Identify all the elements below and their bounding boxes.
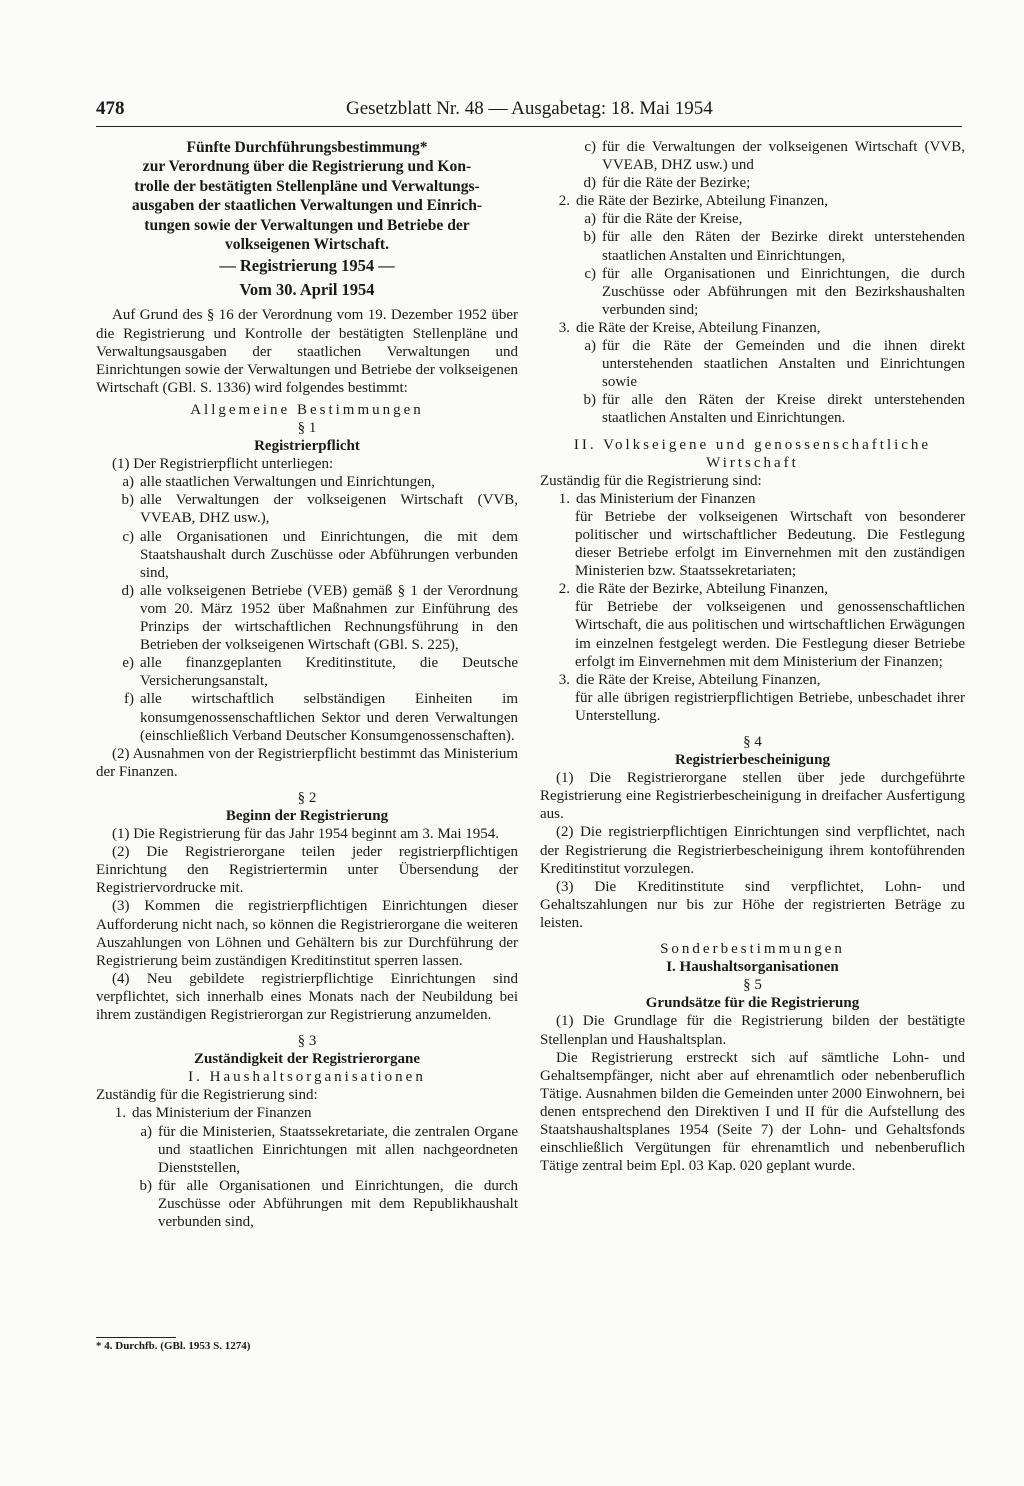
paragraph: (3) Die Kreditinstitute sind verpflichtet, Lohn- und Gehaltszahlungen nur bis zur Höhe der registrierten Beträge zu leisten. — [540, 878, 965, 931]
list-item: 3. die Räte der Kreise, Abteilung Finanzen, — [558, 319, 821, 336]
part-heading: Allgemeine Bestimmungen — [190, 401, 424, 418]
list-item: 1. das Ministerium der Finanzen — [558, 490, 756, 507]
list-item: c) alle Organisationen und Einrichtungen, die mit dem Staatshaushalt durch Zuschüsse oder Abführungen verbunden sind, — [122, 528, 518, 581]
right-column — [540, 138, 965, 1175]
list-subitem: a) für die Räte der Kreise, — [584, 211, 743, 228]
list-subitem: b) für alle Organisationen und Einrichtungen, die durch Zuschüsse oder Abführungen mit dem Republikhaushalt verbunden sind, — [139, 1177, 518, 1231]
paragraph: Zuständig für die Registrierung sind: — [96, 1087, 318, 1104]
footnote: * 4. Durchfb. (GBl. 1953 S. 1274) — [96, 1340, 251, 1352]
list-subitem: b) für alle den Räten der Bezirke direkt unterstehenden staatlichen Anstalten und Einrichtungen, — [583, 229, 965, 264]
header-rule — [96, 126, 962, 127]
title-line: zur Verordnung über die Registrierung und Kon- — [142, 158, 472, 176]
list-subitem: d) für die Räte der Bezirke; — [583, 175, 751, 192]
list-item: 2. die Räte der Bezirke, Abteilung Finanzen, — [558, 581, 829, 598]
part-heading: II. Volkseigene und genossenschaftliche Wirtschaft — [573, 436, 932, 471]
list-subitem: b) für alle den Räten der Kreise direkt unterstehenden staatlichen Anstalten und Einrichtungen. — [583, 392, 965, 427]
paragraph: (1) Die Registrierorgane stellen über jede durchgeführte Registrierung eine Registrierbescheinigung in dreifacher Ausfertigung aus. — [540, 770, 965, 823]
list-subitem: a) für die Räte der Gemeinden und die ihnen direkt unterstehenden staatlichen Anstalten und Einrichtungen sowie — [584, 338, 965, 391]
subpart-heading: I. Haushaltsorganisationen — [666, 959, 839, 976]
preamble: Auf Grund des § 16 der Verordnung vom 19. Dezember 1952 über die Registrierung und Kontrolle der bestätigten Stellenpläne und Verwaltungsausgaben der staatlichen Verwaltungen und Einrichtungen sowie der Verwaltungen und Betriebe der volkseigenen Wirtschaft (GBl. S. 1336) wird folgendes bestimmt: — [96, 307, 518, 396]
list-item: e) alle finanzgeplanten Kreditinstitute, die Deutsche Versicherungsanstalt, — [122, 655, 518, 690]
section-heading: Grundsätze für die Registrierung — [645, 995, 860, 1012]
footnote-rule — [96, 1337, 176, 1338]
document-date: Vom 30. April 1954 — [239, 280, 375, 300]
paragraph: (1) Die Registrierung für das Jahr 1954 beginnt am 3. Mai 1954. — [112, 826, 500, 843]
section-heading: Beginn der Registrierung — [225, 807, 389, 824]
list-item: 2. die Räte der Bezirke, Abteilung Finanzen, — [558, 193, 829, 210]
list-item: 1. das Ministerium der Finanzen — [114, 1105, 312, 1122]
section-heading: Registrierpflicht — [254, 438, 360, 455]
gazette-title: Gesetzblatt Nr. 48 — Ausgabetag: 18. Mai 1954 — [346, 98, 713, 119]
page-number: 478 — [96, 98, 125, 119]
list-item: d) alle volkseigenen Betriebe (VEB) gemäß § 1 der Verordnung vom 20. März 1952 über Maßnahmen zur Einführung des Prinzips der wirtschaftlichen Rechnungsführung in den Betrieben der volkseigenen Wirtschaft (GBl. S. 225), — [121, 582, 518, 654]
part-heading: Sonderbestimmungen — [660, 941, 845, 958]
subtitle: — Registrierung 1954 — — [219, 256, 395, 276]
paragraph: (2) Die Registrierorgane teilen jeder registrierpflichtigen Einrichtung den Registriertermin unter Übersendung der Registriervordrucke mit. — [96, 844, 518, 897]
section-number: § 2 — [297, 789, 317, 806]
list-subitem: a) für die Ministerien, Staatssekretariate, die zentralen Organe und staatlichen Einrichtungen mit allen nachgeordneten Dienststellen, — [140, 1123, 518, 1176]
list-item-body: für alle übrigen registrierpflichtigen Betriebe, unbeschadet ihrer Unterstellung. — [575, 689, 965, 724]
section-number: § 1 — [297, 420, 317, 436]
list-item: a) alle staatlichen Verwaltungen und Einrichtungen, — [122, 474, 436, 491]
paragraph: (1) Die Grundlage für die Registrierung bilden der bestätigte Stellenplan und Haushaltsplan. — [540, 1013, 965, 1048]
part-heading: I. Haushaltsorganisationen — [188, 1069, 426, 1086]
title-line: trolle der bestätigten Stellenpläne und Verwaltungs- — [134, 177, 480, 195]
section-number: § 3 — [297, 1033, 317, 1050]
section-number: § 4 — [743, 734, 762, 750]
document-title — [96, 138, 518, 254]
paragraph: (1) Der Registrierpflicht unterliegen: — [112, 456, 334, 473]
paragraph: Die Registrierung erstreckt sich auf sämtliche Lohn- und Gehaltsempfänger, nicht aber auf ehrenamtlich oder nebenberuflich Tätige. Ausnahmen bilden die Gemeinden unter 2000 Einwohnern, bei denen entsprechend den Direktiven I und II für die Aufstellung des Staatshaushaltsplanes 1954 (Seite 7) der Lohn- und Gehaltsfonds einschließlich Vergütungen für ehrenamtlich und nebenberuflich Tätige zentral beim Epl. 03 Kap. 020 geplant wurde. — [540, 1049, 965, 1175]
section-heading: Zuständigkeit der Registrierorgane — [193, 1051, 421, 1068]
list-item: f) alle wirtschaftlich selbständigen Einheiten im konsumgenossenschaftlichen Sektor und deren Verwaltungen (einschließlich Verband Deutscher Konsumgenossenschaften). — [124, 691, 518, 744]
title-line: Fünfte Durchführungsbestimmung* — [186, 139, 428, 156]
list-item-body: für Betriebe der volkseigenen Wirtschaft von besonderer politischer und wirtschaftlicher Bedeutung. Die Festlegung dieser Betriebe erfolgt im Einvernehmen mit den zuständigen Ministerien bzw. Staatssekretariaten; — [575, 508, 965, 580]
left-column — [96, 138, 518, 1231]
title-line: ausgaben der staatlichen Verwaltungen und Einrich- — [131, 197, 483, 215]
title-line: tungen sowie der Verwaltungen und Betriebe der — [144, 216, 470, 234]
paragraph: (2) Ausnahmen von der Registrierpflicht bestimmt das Ministerium der Finanzen. — [96, 745, 518, 780]
list-item: b) alle Verwaltungen der volkseigenen Wirtschaft (VVB, VVEAB, DHZ usw.), — [121, 492, 518, 527]
paragraph: Zuständig für die Registrierung sind: — [540, 472, 762, 489]
list-subitem: c) für alle Organisationen und Einrichtungen, die durch Zuschüsse oder Abführungen mit den Bezirkshaushalten verbunden sind; — [584, 265, 965, 318]
title-line: volkseigenen Wirtschaft. — [224, 236, 390, 254]
section-number: § 5 — [743, 977, 762, 994]
paragraph: (4) Neu gebildete registrierpflichtige Einrichtungen sind verpflichtet, sich innerhalb eines Monats nach der Neubildung bei ihrem zuständigen Registrierorgan zur Registrierung anzumelden. — [96, 970, 518, 1023]
paragraph: (2) Die registrierpflichtigen Einrichtungen sind verpflichtet, nach der Registrierung die Registrierbescheinigung ihrem kontoführenden Kreditinstitut vorzulegen. — [540, 824, 965, 877]
list-item: 3. die Räte der Kreise, Abteilung Finanzen, — [558, 671, 821, 688]
list-subitem: c) für die Verwaltungen der volkseigenen Wirtschaft (VVB, VVEAB, DHZ usw.) und — [584, 139, 965, 174]
page-header — [96, 98, 962, 124]
list-item-body: für Betriebe der volkseigenen und genossenschaftlichen Wirtschaft, die aus politischen und wirtschaftlichen Erwägungen im einzelnen festgelegt werden. Die Festlegung dieser Betriebe erfolgt im Einvernehmen mit dem Ministerium der Finanzen; — [575, 599, 965, 670]
paragraph: (3) Kommen die registrierpflichtigen Einrichtungen dieser Aufforderung nicht nach, so können die Registrierorgane die weiteren Auszahlungen von Löhnen und Gehältern bis zur Durchführung der Registrierung beim zuständigen Kreditinstitut sperren lassen. — [96, 898, 518, 969]
section-heading: Registrierbescheinigung — [675, 752, 830, 769]
